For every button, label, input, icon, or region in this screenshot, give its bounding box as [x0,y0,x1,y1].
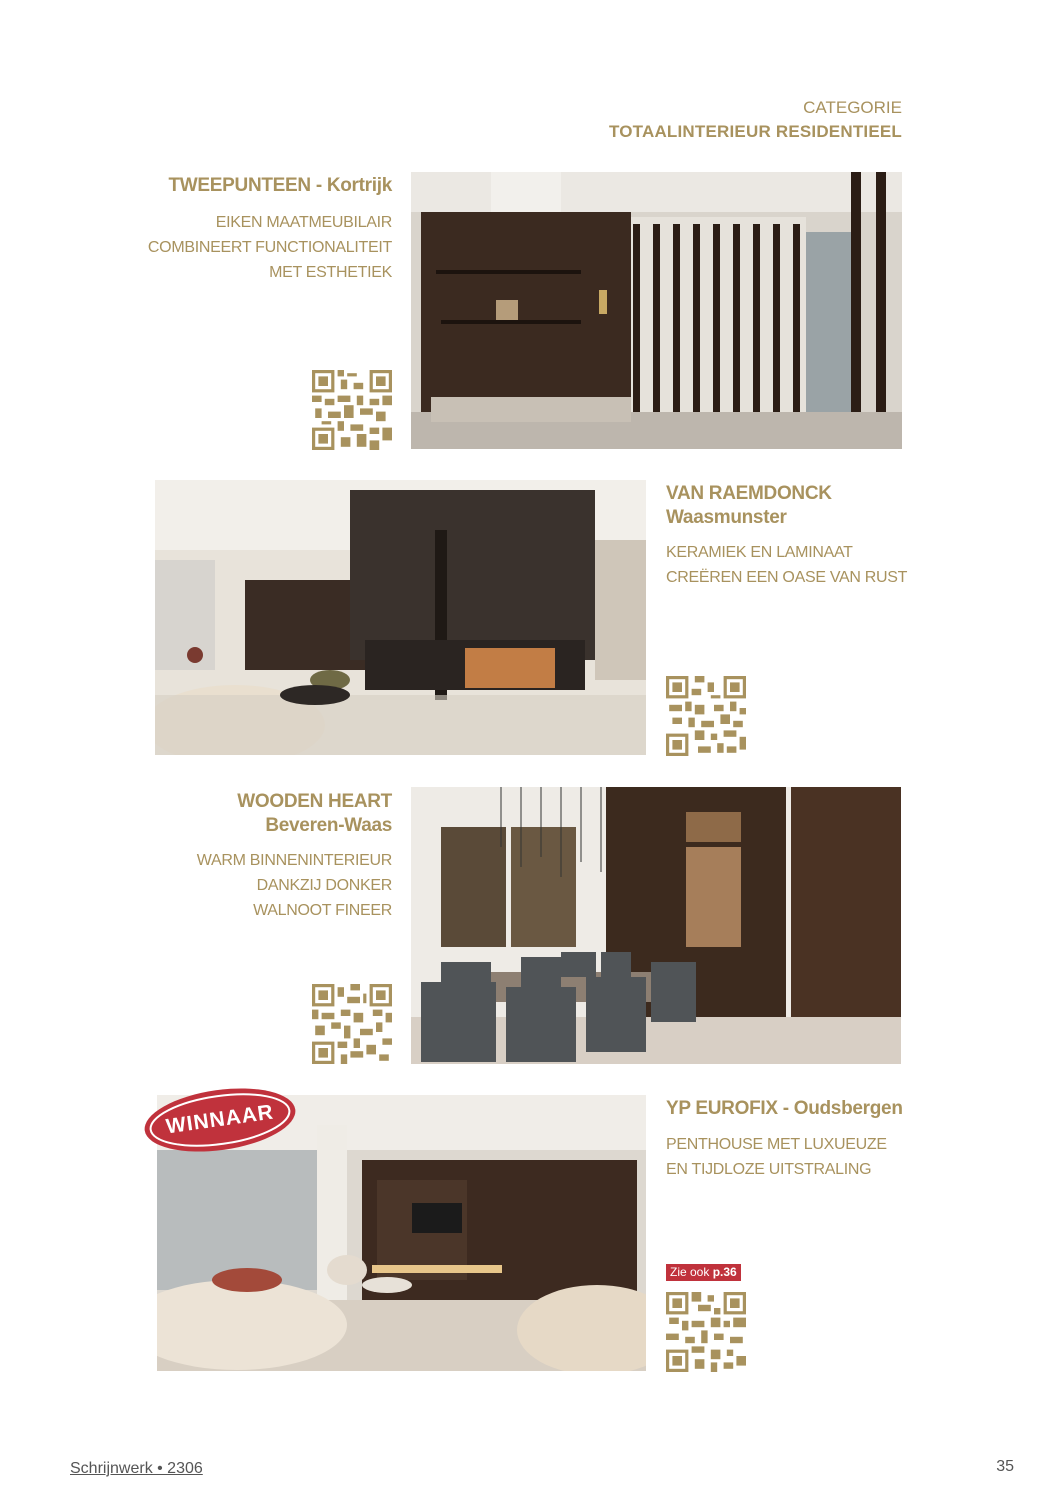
qr-code-icon[interactable] [666,676,746,756]
see-also-link[interactable] [666,1264,741,1281]
page-number: 35 [996,1458,1014,1475]
category-header [609,96,902,144]
entry-2-line: KERAMIEK EN LAMINAAT [666,544,853,561]
category-label: CATEGORIE [803,98,902,117]
entry-3-line: DANKZIJ DONKER [256,877,392,894]
publication-footer[interactable]: Schrijnwerk • 2306 [70,1460,203,1477]
entry-1-description [148,210,392,285]
entry-4-description [666,1132,887,1182]
interior-photo-dining-room [411,787,901,1064]
interior-photo-wood-partition [411,172,902,449]
entry-1-photo [411,172,902,449]
see-also-prefix: Zie ook [670,1265,710,1279]
entry-1-line: COMBINEERT FUNCTIONALITEIT [147,239,392,256]
entry-1-line: EIKEN MAATMEUBILAIR [215,214,392,231]
entry-2-line: CREËREN EEN OASE VAN RUST [666,569,908,586]
qr-code-icon[interactable] [312,370,392,450]
entry-3-title-line1: WOODEN HEART [237,791,392,812]
see-also-page: p.36 [712,1265,737,1279]
entry-2-photo [155,480,646,755]
entry-4-title: YP EUROFIX - Oudsbergen [666,1098,903,1119]
entry-3-photo [411,787,901,1064]
qr-code-icon[interactable] [666,1292,746,1372]
entry-3-title-line2: Beveren-Waas [265,815,392,836]
entry-2-description [666,540,907,590]
entry-2-title-line1: VAN RAEMDONCK [666,483,832,504]
winner-badge [140,1085,300,1160]
entry-3-line: WALNOOT FINEER [253,902,392,919]
entry-1-title: TWEEPUNTEEN - Kortrijk [168,175,392,196]
interior-photo-living-fireplace [155,480,646,755]
entry-3-title [237,790,392,838]
entry-2-title [666,482,832,530]
qr-code-icon[interactable] [312,984,392,1064]
winner-label: WINNAAR [164,1100,276,1139]
category-value: TOTAALINTERIEUR RESIDENTIEEL [608,122,902,141]
entry-3-description [197,848,392,923]
entry-4-line: EN TIJDLOZE UITSTRALING [666,1161,872,1178]
entry-2-title-line2: Waasmunster [666,507,787,528]
entry-4-line: PENTHOUSE MET LUXUEUZE [666,1136,887,1153]
entry-3-line: WARM BINNENINTERIEUR [196,852,392,869]
entry-1-line: MET ESTHETIEK [269,264,392,281]
